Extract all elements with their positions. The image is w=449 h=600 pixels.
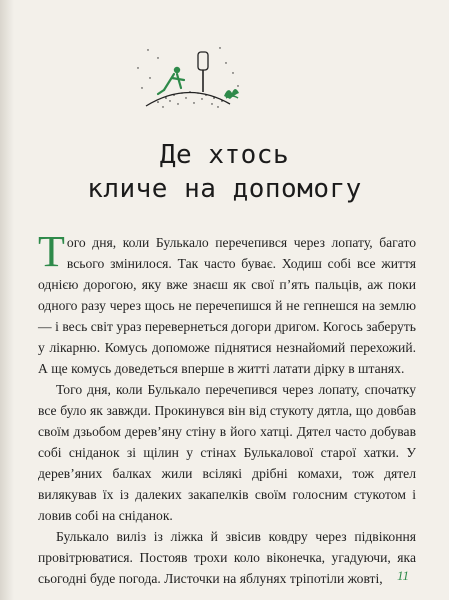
chapter-title-line-1: Де хтось bbox=[159, 140, 290, 170]
page-number: 11 bbox=[396, 568, 409, 583]
paragraph-1-text: ого дня, коли Булькало перечепився через лопату, багато всього змінилося. Так часто буває. Ходиш собі все життя однією дорогою, яку вже знаєш як свої п’ять пальців, аж поки одного разу через щось не перечепишся й не гепнешся на землю — і весь світ ураз перевернеться догори дригом. Когось заберуть у лікарню. Комусь допоможе піднятися незнайомий перехожий. А ще комусь доведеться вперше в житті латати дірку в штанях. bbox=[38, 235, 416, 376]
body-text bbox=[38, 227, 416, 589]
chapter-title-line-2: кличе на допомогу bbox=[87, 174, 362, 204]
chapter-illustration bbox=[128, 28, 248, 123]
paragraph-1 bbox=[38, 227, 416, 379]
drop-cap: Т bbox=[38, 227, 65, 276]
page-spine-shadow bbox=[0, 0, 14, 600]
paragraph-3: Булькало виліз із ліжка й звісив ковдру через підвіконня провітрюватися. Постояв трохи коло віконечка, угадуючи, яка сьогодні буде погода. Листочки на яблунях тріпотіли жовті, bbox=[38, 529, 416, 586]
paragraph-2: Того дня, коли Булькало перечепився через лопату, спочатку все було як завжди. Прокинувся він від стукоту дятла, що довбав своїм дзьобом дерев’яну стіну в його хатці. Дятел часто добував собі сніданок зі щілин у стінах Булькалової старої хатки. У дерев’яних балках жили всілякі дрібні комахи, тож дятел вилякував їх із далеких закапелків своїм голосним стукотом і ловив собі на сніданок. bbox=[38, 382, 416, 523]
